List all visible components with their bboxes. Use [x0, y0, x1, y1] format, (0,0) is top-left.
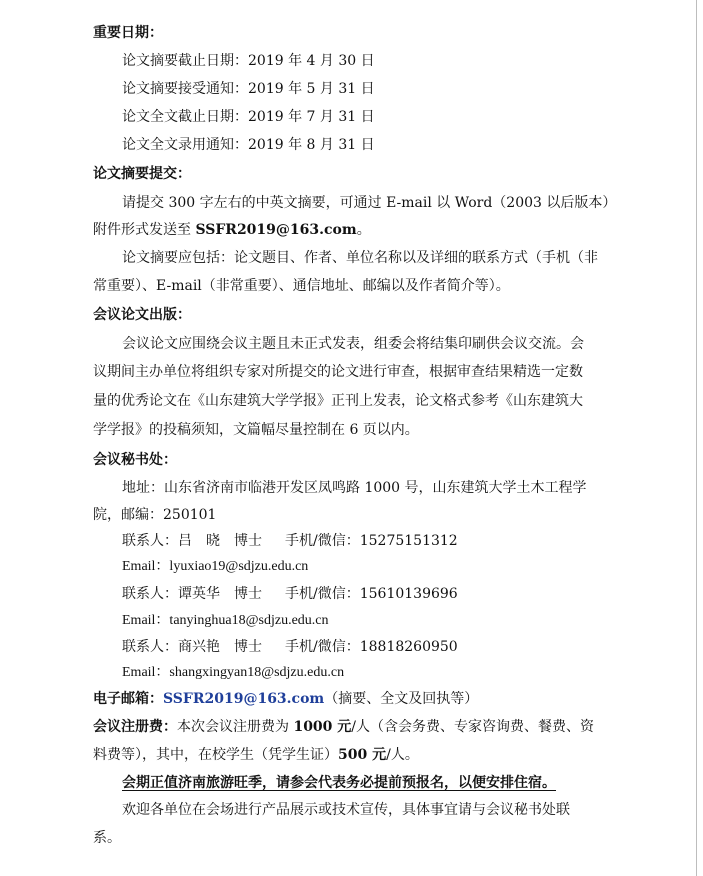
fee-label: 会议注册费： — [93, 719, 177, 735]
text-span: 附件形式发送至 — [93, 222, 196, 238]
publication-heading: 会议论文出版： — [93, 307, 191, 323]
contact-email[interactable]: Email：lyuxiao19@sdjzu.edu.cn — [122, 559, 309, 574]
submission-email[interactable]: SSFR2019@163.com — [195, 222, 357, 238]
page-border — [696, 0, 697, 876]
date-item: 论文全文截止日期：2019 年 7 月 31 日 — [122, 109, 375, 125]
closing-line: 欢迎各单位在会场进行产品展示或技术宣传，具体事宜请与会议秘书处联 — [122, 802, 570, 818]
dates-heading: 重要日期： — [93, 25, 163, 41]
mailbox-line — [93, 689, 598, 709]
date-item: 论文全文录用通知：2019 年 8 月 31 日 — [122, 137, 375, 153]
address-line: 地址：山东省济南市临港开发区凤鸣路 1000 号，山东建筑大学土木工程学 — [122, 480, 587, 496]
date-item: 论文摘要接受通知：2019 年 5 月 31 日 — [122, 81, 375, 97]
contact-person: 联系人：吕 晓 博士 — [122, 533, 262, 549]
text-span: 。 — [356, 222, 371, 238]
accommodation-notice: 会期正值济南旅游旺季，请参会代表务必提前预报名，以便安排住宿。 — [122, 775, 556, 791]
contact-person: 联系人：商兴艳 博士 — [122, 639, 262, 655]
abstract-heading: 论文摘要提交： — [93, 166, 191, 182]
publication-line: 议期间主办单位将组织专家对所提交的论文进行审查，根据审查结果精选一定数 — [93, 364, 583, 380]
fee-line — [93, 717, 598, 737]
text-span: 料费等），其中，在校学生（凭学生证） — [93, 747, 338, 763]
abstract-paragraph-line — [93, 220, 598, 240]
fee-line — [93, 745, 598, 765]
mailbox-note: （摘要、全文及回执等） — [324, 691, 479, 707]
fee-amount: 1000 元 — [293, 719, 352, 735]
mailbox-label: 电子邮箱： — [93, 691, 163, 707]
student-fee-amount: 500 元 — [338, 747, 387, 763]
contact-person: 联系人：谭英华 博士 — [122, 586, 262, 602]
closing-line: 系。 — [93, 830, 121, 846]
text-span: /人。 — [386, 747, 419, 763]
abstract-paragraph-line: 常重要）、E-mail（非常重要）、通信地址、邮编以及作者简介等）。 — [93, 278, 510, 294]
address-line: 院，邮编：250101 — [93, 507, 217, 523]
mailbox-email[interactable]: SSFR2019@163.com — [163, 691, 325, 707]
contact-email[interactable]: Email：tanyinghua18@sdjzu.edu.cn — [122, 613, 329, 628]
publication-line: 学学报》的投稿须知，文篇幅尽量控制在 6 页以内。 — [93, 422, 419, 438]
contact-phone: 手机/微信：18818260950 — [285, 639, 458, 655]
abstract-paragraph-line: 请提交 300 字左右的中英文摘要，可通过 E-mail 以 Word（2003 以后版本） — [122, 195, 617, 211]
text-span: /人（含会务费、专家咨询费、餐费、资 — [351, 719, 595, 735]
publication-line: 会议论文应围绕会议主题且未正式发表，组委会将结集印刷供会议交流。会 — [122, 336, 584, 352]
contact-email[interactable]: Email：shangxingyan18@sdjzu.edu.cn — [122, 665, 345, 680]
contact-phone: 手机/微信：15275151312 — [285, 533, 458, 549]
abstract-paragraph-line: 论文摘要应包括：论文题目、作者、单位名称以及详细的联系方式（手机（非 — [122, 250, 598, 266]
publication-line: 量的优秀论文在《山东建筑大学学报》正刊上发表，论文格式参考《山东建筑大 — [93, 393, 583, 409]
contact-phone: 手机/微信：15610139696 — [285, 586, 458, 602]
secretariat-heading: 会议秘书处： — [93, 452, 177, 468]
text-span: 本次会议注册费为 — [177, 719, 294, 735]
date-item: 论文摘要截止日期：2019 年 4 月 30 日 — [122, 53, 375, 69]
